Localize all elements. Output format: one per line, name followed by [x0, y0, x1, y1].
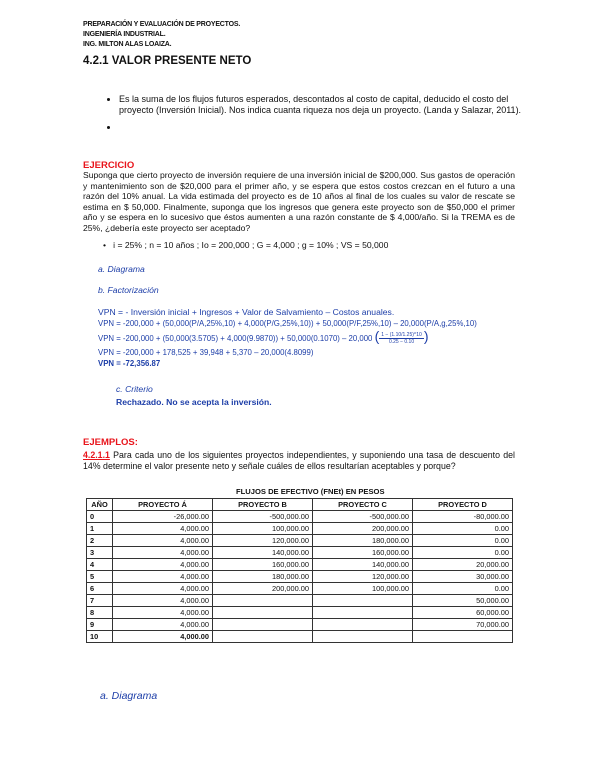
value-cell: 140,000.00	[213, 547, 313, 559]
value-cell: 120,000.00	[313, 571, 413, 583]
vpn-line-2: VPN = -200,000 + (50,000(3.5705) + 4,000(9.9870)) + 50,000(0.1070) – 20,000 ( $\frac{1 - (1.10/1.25)\^{}10}{0.25 - 0.10}$ )	[98, 328, 429, 346]
value-cell: 4,000.00	[113, 571, 213, 583]
criterio-label: c. Criterio	[116, 384, 153, 394]
definition-bullet: • Es la suma de los flujos futuros esperados, descontados al costo de capital, deducido el costo del proyecto (Inversión Inicial). Nos indica cuanta riqueza nos deja un proyecto. (Landa y Salazar, 2011).	[119, 94, 523, 116]
year-cell: 5	[87, 571, 113, 583]
value-cell: 4,000.00	[113, 523, 213, 535]
value-cell	[213, 595, 313, 607]
value-cell	[313, 631, 413, 643]
year-cell: 6	[87, 583, 113, 595]
value-cell	[213, 619, 313, 631]
table-row	[87, 535, 513, 547]
year-cell: 7	[87, 595, 113, 607]
year-cell: 4	[87, 559, 113, 571]
header-course: PREPARACIÓN Y EVALUACIÓN DE PROYECTOS.	[83, 21, 241, 28]
value-cell: 60,000.00	[413, 607, 513, 619]
value-cell	[413, 631, 513, 643]
value-cell	[313, 607, 413, 619]
fraction-numerator: 1 − (1.10/1.25)^10	[381, 332, 422, 339]
rechazado-text: Rechazado. No se acepta la inversión.	[116, 397, 272, 407]
table-row	[87, 619, 513, 631]
vpn-line-2-text: VPN = -200,000 + (50,000(3.5705) + 4,000(9.9870)) + 50,000(0.1070) – 20,000	[98, 334, 373, 343]
table-row	[87, 523, 513, 535]
year-cell: 9	[87, 619, 113, 631]
value-cell: 0.00	[413, 535, 513, 547]
ejemplos-heading: EJEMPLOS:	[83, 437, 138, 448]
value-cell: 200,000.00	[213, 583, 313, 595]
value-cell: 200,000.00	[313, 523, 413, 535]
factorization-label: b. Factorización	[98, 285, 159, 295]
value-cell: 20,000.00	[413, 559, 513, 571]
definition-list	[103, 94, 523, 139]
value-cell: -80,000.00	[413, 511, 513, 523]
value-cell: 180,000.00	[213, 571, 313, 583]
value-cell: 4,000.00	[113, 535, 213, 547]
value-cell: 4,000.00	[113, 631, 213, 643]
vpn-calculation	[98, 307, 477, 369]
value-cell: -500,000.00	[313, 511, 413, 523]
ejercicio-text: Suponga que cierto proyecto de inversión requiere de una inversión inicial de $200,000. Sus gastos de operación y mantenimiento son de $20,000 para el primer año, y se espera que estos costos crezcan en el futuro a una razón del 10% anual. La vida estimada del proyecto es de 10 años al final de los cuales su valor de rescate se estima en $ 50,000. Finalmente, suponga que los ingresos que genera este proyecto son de $50,000 el primer año y se espera en lo sucesivo que éstos aumenten a una razón constante de $ 4,000/año. Si la TREMA es de 25%, ¿debería este proyecto ser aceptado?	[83, 170, 515, 233]
col-header: PROYECTO Á	[113, 499, 213, 511]
col-header: AÑO	[87, 499, 113, 511]
value-cell: 100,000.00	[313, 583, 413, 595]
bottom-diagram-label: a. Diagrama	[100, 690, 158, 702]
value-cell: 0.00	[413, 523, 513, 535]
value-cell	[213, 631, 313, 643]
value-cell: -500,000.00	[213, 511, 313, 523]
year-cell: 2	[87, 535, 113, 547]
table-header-row	[87, 499, 513, 511]
example-number: 4.2.1.1	[83, 450, 110, 460]
year-cell: 1	[87, 523, 113, 535]
value-cell: 0.00	[413, 547, 513, 559]
value-cell: 50,000.00	[413, 595, 513, 607]
value-cell	[313, 595, 413, 607]
year-cell: 3	[87, 547, 113, 559]
table-row	[87, 559, 513, 571]
table-title: FLUJOS DE EFECTIVO (FNEt) EN PESOS	[236, 487, 385, 496]
growth-fraction	[379, 332, 424, 345]
fraction-denominator: 0.25 − 0.10	[388, 339, 415, 346]
value-cell: 4,000.00	[113, 619, 213, 631]
value-cell: 100,000.00	[213, 523, 313, 535]
value-cell: 4,000.00	[113, 607, 213, 619]
year-cell: 0	[87, 511, 113, 523]
vpn-result: VPN = -72,356.87	[98, 359, 161, 369]
vpn-line-3: VPN = -200,000 + 178,525 + 39,948 + 5,370 – 20,000(4.8099)	[98, 348, 314, 358]
parameters-line: • i = 25% ; n = 10 años ; Io = 200,000 ; G = 4,000 ; g = 10% ; VS = 50,000	[103, 240, 389, 250]
table-row	[87, 607, 513, 619]
value-cell: -26,000.00	[113, 511, 213, 523]
value-cell: 160,000.00	[313, 547, 413, 559]
vpn-formula: VPN = - Inversión inicial + Ingresos + Valor de Salvamiento – Costos anuales.	[98, 307, 395, 317]
value-cell: 180,000.00	[313, 535, 413, 547]
section-title: 4.2.1 VALOR PRESENTE NETO	[83, 55, 252, 67]
col-header: PROYECTO C	[313, 499, 413, 511]
empty-bullet	[119, 122, 523, 133]
value-cell: 160,000.00	[213, 559, 313, 571]
header-program: INGENIERÍA INDUSTRIAL.	[83, 31, 166, 38]
table-row	[87, 547, 513, 559]
value-cell: 0.00	[413, 583, 513, 595]
ejemplos-text	[83, 450, 515, 472]
document-header	[83, 20, 240, 50]
year-cell: 8	[87, 607, 113, 619]
table-row	[87, 631, 513, 643]
value-cell: 4,000.00	[113, 583, 213, 595]
value-cell: 30,000.00	[413, 571, 513, 583]
diagram-label: a. Diagrama	[98, 264, 145, 274]
value-cell	[313, 619, 413, 631]
example-statement: Para cada uno de los siguientes proyectos independientes, y suponiendo una tasa de descuento del 14% determine el valor presente neto y señale cuáles de ellos resultarían aceptables y porque?	[83, 450, 515, 471]
cash-flow-table	[86, 498, 513, 643]
vpn-line-1: VPN = -200,000 + (50,000(P/A,25%,10) + 4,000(P/G,25%,10)) + 50,000(P/F,25%,10) – 20,000(P/A,g,25%,10)	[98, 319, 477, 328]
value-cell: 70,000.00	[413, 619, 513, 631]
header-instructor: ING. MILTON ALAS LOAIZA.	[83, 41, 172, 48]
year-cell: 10	[87, 631, 113, 643]
value-cell	[213, 607, 313, 619]
table-row	[87, 511, 513, 523]
table-row	[87, 571, 513, 583]
col-header: PROYECTO D	[413, 499, 513, 511]
col-header: PROYECTO B	[213, 499, 313, 511]
parameters-text: i = 25% ; n = 10 años ; Io = 200,000 ; G = 4,000 ; g = 10% ; VS = 50,000	[113, 240, 389, 250]
value-cell: 4,000.00	[113, 595, 213, 607]
table-row	[87, 583, 513, 595]
table-row	[87, 595, 513, 607]
value-cell: 4,000.00	[113, 559, 213, 571]
value-cell: 120,000.00	[213, 535, 313, 547]
ejercicio-heading: EJERCICIO	[83, 160, 135, 171]
value-cell: 4,000.00	[113, 547, 213, 559]
value-cell: 140,000.00	[313, 559, 413, 571]
